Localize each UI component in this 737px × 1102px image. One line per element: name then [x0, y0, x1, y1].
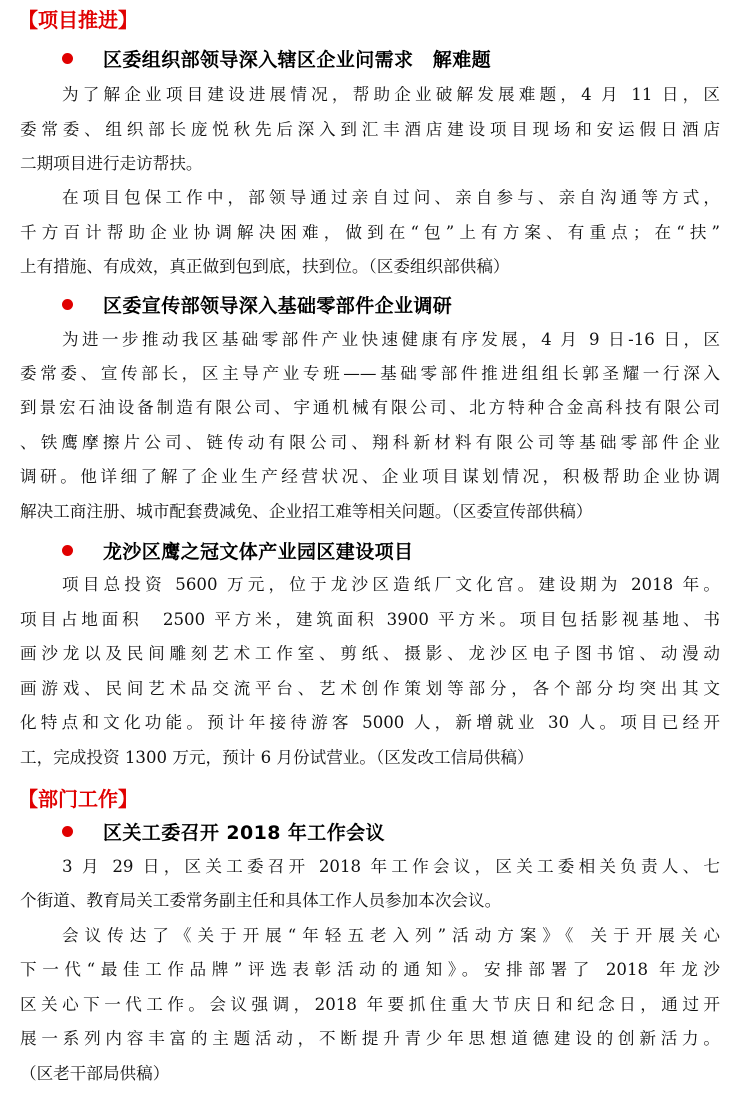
paragraph-line: 工，完成投资 1300 万元，预计 6 月份试营业。（区发改工信局供稿） — [20, 748, 534, 767]
item-title: 龙沙区鹰之冠文体产业园区建设项目 — [103, 540, 414, 563]
paragraph-line: 调研。他详细了解了企业生产经营状况、企业项目谋划情况，积极帮助企业协调 — [20, 467, 720, 486]
paragraph-line: 项目总投资 5600 万元，位于龙沙区造纸厂文化宫。建设期为 2018 年。 — [62, 575, 720, 594]
paragraph-line: 解决工商注册、城市配套费减免、企业招工难等相关问题。（区委宣传部供稿） — [20, 502, 593, 521]
paragraph-line: 项目占地面积 2500 平方米，建筑面积 3900 平方米。项目包括影视基地、书 — [20, 610, 720, 629]
paragraph-line: 展一系列内容丰富的主题活动，不断提升青少年思想道德建设的创新活力。 — [20, 1029, 720, 1048]
bullet-icon — [62, 299, 73, 310]
section-label-project-progress: 【项目推进】 — [18, 8, 138, 32]
paragraph-line: 下一代“最佳工作品牌”评选表彰活动的通知》。安排部署了 2018 年龙沙 — [20, 960, 720, 979]
bullet-icon — [62, 826, 73, 837]
paragraph-line: 上有措施、有成效，真正做到包到底，扶到位。（区委组织部供稿） — [20, 257, 510, 276]
paragraph-line: 个街道、教育局关工委常务副主任和具体工作人员参加本次会议。 — [20, 891, 502, 910]
item-title: 区委组织部领导深入辖区企业问需求 解难题 — [103, 48, 492, 71]
item-title: 区委宣传部领导深入基础零部件企业调研 — [103, 294, 453, 317]
paragraph-line: 委常委、宣传部长，区主导产业专班——基础零部件推进组组长郭圣耀一行深入 — [20, 364, 720, 383]
bullet-icon — [62, 53, 73, 64]
section-label-department-work: 【部门工作】 — [18, 787, 138, 811]
item-title: 区关工委召开 2018 年工作会议 — [103, 821, 385, 844]
paragraph-line: 画游戏、民间艺术品交流平台、艺术创作策划等部分，各个部分均突出其文 — [20, 679, 720, 698]
paragraph-line: 委常委、组织部长庞悦秋先后深入到汇丰酒店建设项目现场和安运假日酒店 — [20, 120, 720, 139]
paragraph-line: 为进一步推动我区基础零部件产业快速健康有序发展，4 月 9 日-16 日，区 — [62, 330, 720, 349]
paragraph-line: 3 月 29 日，区关工委召开 2018 年工作会议，区关工委相关负责人、七 — [62, 857, 720, 876]
paragraph-line: 到景宏石油设备制造有限公司、宇通机械有限公司、北方特种合金高科技有限公司 — [20, 398, 720, 417]
item-heading — [62, 45, 491, 71]
item-heading — [62, 818, 385, 844]
paragraph-line: 化特点和文化功能。预计年接待游客 5000 人，新增就业 30 人。项目已经开 — [20, 713, 720, 732]
paragraph-line: 会议传达了《关于开展“年轻五老入列”活动方案》《 关于开展关心 — [62, 926, 720, 945]
paragraph-line: 区关心下一代工作。会议强调，2018 年要抓住重大节庆日和纪念日，通过开 — [20, 995, 720, 1014]
paragraph-line: 二期项目进行走访帮扶。 — [20, 154, 203, 173]
item-heading — [62, 291, 452, 317]
paragraph-line: 画沙龙以及民间雕刻艺术工作室、剪纸、摄影、龙沙区电子图书馆、动漫动 — [20, 644, 720, 663]
bullet-icon — [62, 545, 73, 556]
item-heading — [62, 537, 413, 563]
paragraph-line: 在项目包保工作中，部领导通过亲自过问、亲自参与、亲自沟通等方式， — [62, 188, 720, 207]
paragraph-line: 为了解企业项目建设进展情况，帮助企业破解发展难题，4 月 11 日，区 — [62, 85, 720, 104]
paragraph-line: （区老干部局供稿） — [20, 1064, 170, 1083]
paragraph-line: 千方百计帮助企业协调解决困难，做到在“包”上有方案、有重点；在“扶” — [20, 223, 720, 242]
paragraph-line: 、铁鹰摩擦片公司、链传动有限公司、翔科新材料有限公司等基础零部件企业 — [20, 433, 720, 452]
